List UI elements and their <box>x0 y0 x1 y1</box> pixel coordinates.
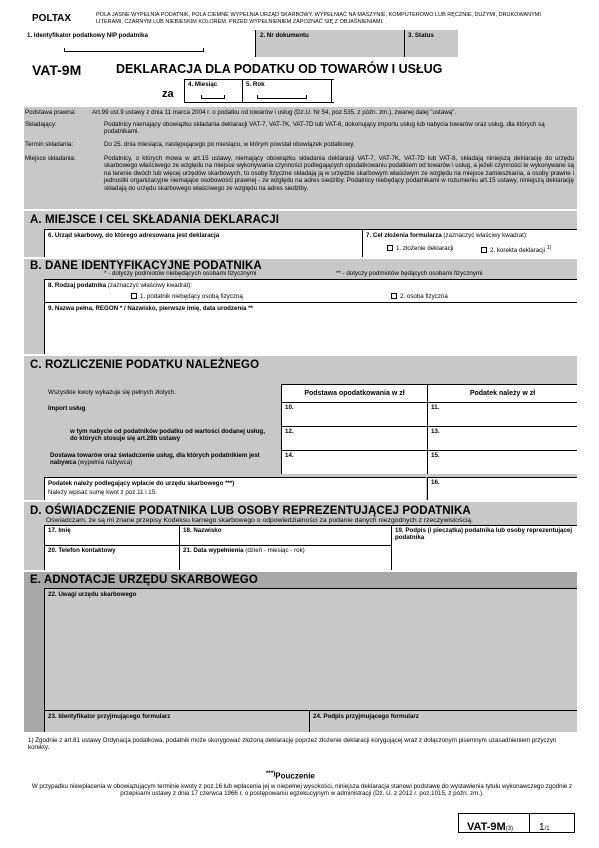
basis-label: Podstawa prawna: <box>25 109 76 116</box>
taxpayer-type-field <box>44 279 577 302</box>
field-16[interactable] <box>427 477 577 500</box>
period-za: za <box>162 88 174 100</box>
first-name-field[interactable] <box>44 525 179 545</box>
signature-label: 19. Podpis (i pieczątka) podatnika lub osoby reprezentującej podatnika <box>395 527 573 542</box>
option-label: 1. podatnik niebędący osobą fizyczną <box>140 293 243 300</box>
pouczenie-text: W przypadku niewpłacenia w obowiązującym terminie kwoty z poz.16 lub wpłacenia jej w niepełnej wysokości, niniejsza deklaracja stanowi podstawę do wystawienia tytułu wykonawczego zgodnie z przepisami ustawy z dnia 17 czerwca 1966 r. o postępowaniu egzekucyjnym w administracji (Dz. U. z 2012 r. poz.1015, z późn. zm.). <box>31 783 573 798</box>
taxpayer-option-1[interactable] <box>131 293 243 300</box>
field-number: 10. <box>285 404 294 411</box>
phone-label: 20. Telefon kontaktowy <box>48 547 116 554</box>
fill-instructions: POLA JASNE WYPEŁNIA PODATNIK, POLA CIEMNE WYPEŁNIA URZĄD SKARBOWY. WYPEŁNIAĆ NA MASZYNIE, KOMPUTEROWO LUB RĘCZNIE, DUŻYMI, DRUKOWANYMI LITERAMI, CZARNYM LUB NIEBIESKIM KOLOREM. PRZED WYPEŁNIENIEM ZAPOZNAĆ SIĘ Z OBJAŚNIENIAMI. <box>96 12 541 25</box>
tax-office-label: 6. Urząd skarbowy, do którego adresowana jest deklaracja <box>48 232 220 239</box>
row-reverse-charge-label: Dostawa towarów oraz świadczenie usług, dla których podatnikiem jest nabywca <box>50 452 260 467</box>
note-person: ** - dotyczy podmiotów będących osobami fizycznymi <box>336 270 483 277</box>
col-tax-due: Podatek należy w zł <box>427 384 577 402</box>
office-notes-field <box>44 588 577 710</box>
section-c-title: C. ROZLICZENIE PODATKU NALEŻNEGO <box>30 359 260 371</box>
footer-version: (3) <box>505 826 514 832</box>
form-code-box <box>458 813 575 833</box>
declaration-statement: Oświadczam, że są mi znane przepisy Kodeksu karnego skarbowego o odpowiedzialności za podanie danych niezgodnych z rzeczywistością. <box>46 517 473 524</box>
receiver-signature-label: 24. Podpis przyjmującego formularz <box>313 713 419 720</box>
checkbox[interactable] <box>387 245 393 251</box>
nip-label: 1. Identyfikator podatkowy NIP podatnika <box>27 32 148 39</box>
row-eu-label: w tym nabycie od podatników podatku od wartości dodanej usług, do których stosuje się art.28b ustawy <box>70 428 265 443</box>
row-import-label: Import usług <box>48 405 86 412</box>
purpose-field <box>362 229 577 257</box>
purpose-option-1[interactable] <box>387 245 453 252</box>
option-label: 2. osoba fizyczna <box>400 293 448 300</box>
nip-field[interactable] <box>24 30 256 57</box>
basis-text: Art.99 ust.9 ustawy z dnia 11 marca 2004 r. o podatku od towarów i usług (Dz.U. Nr 54, poz.535, z późn. zm.), zwanej dalej "ustawą". <box>92 109 457 116</box>
place-text: Podatnicy, o których mowa w art.15 ustawy, niemający obowiązku składania deklaracji VAT-7, VAT-7K, VAT-7D lub VAT-8, składają niniejszą deklarację do urzędu skarbowego właściwego ze względu na miejsce wykonywania czynności podlegających opodatkowaniu podatkiem od towarów i usług, a jeżeli czynności te wykonywane są na terenie dwóch lub więcej urzędów skarbowych, to osoby fizyczne składają ją w urzędzie skarbowym właściwym ze względu na miejsce zamieszkania, a osoby prawne i jednostki organizacyjne niemające osobowości prawnej - ze względu na adres siedziby. Podatnicy niebędący podatnikami w rozumieniu art.15 ustawy, niniejszą deklarację składają do urzędu skarbowego właściwego ze względu na adres siedziby. <box>104 155 574 192</box>
surname-field[interactable] <box>179 525 391 545</box>
purpose-note: (zaznaczyć właściwy kwadrat): <box>443 232 528 239</box>
year-label: 5. Rok <box>246 81 265 88</box>
receiver-id-field <box>44 710 309 732</box>
form-code: VAT-9M <box>32 62 82 78</box>
checkbox[interactable] <box>131 293 137 299</box>
page-total: /1 <box>544 826 550 832</box>
taxpayer-type-label: 8. Rodzaj podatnika <box>48 282 107 289</box>
field-number: 15. <box>431 452 440 459</box>
field-12[interactable] <box>281 426 427 450</box>
pouczenie-heading <box>266 770 315 781</box>
year-guides <box>257 95 307 99</box>
filer-text: Podatnicy niemający obowiązku składania deklaracji VAT-7, VAT-7K, VAT-7D lub VAT-8, dokonujący importu usług lub nabycia towarów oraz usług, dla których są podatnikami. <box>104 121 545 136</box>
field-number: 14. <box>285 452 294 459</box>
deadline-text: Do 25. dnia miesiąca, następującego po miesiącu, w którym powstał obowiązek podatkowy. <box>104 141 355 148</box>
form-title: DEKLARACJA DLA PODATKU OD TOWARÓW I USŁUG <box>116 62 443 76</box>
note-non-person: * - dotyczy podmiotów niebędących osobami fizycznymi <box>104 270 257 277</box>
purpose-option-2[interactable] <box>481 245 551 255</box>
col-tax-base: Podstawa opodatkowania w zł <box>281 384 427 402</box>
amounts-note: Wszystkie kwoty wykazuje się pełnych złotych. <box>48 389 176 396</box>
field-number: 12. <box>285 428 294 435</box>
filer-label: Składający: <box>25 121 57 128</box>
field-11[interactable] <box>427 402 577 426</box>
month-guides <box>201 95 225 99</box>
first-name-label: 17. Imię <box>48 527 71 534</box>
fill-date-label: 21. Data wypełnienia <box>183 547 244 554</box>
month-label: 4. Miesiąc <box>188 81 218 88</box>
fill-date-note: (dzień - miesiąc - rok) <box>245 547 305 554</box>
field-number: 16. <box>431 479 440 486</box>
section-d-title: D. OŚWIADCZENIE PODATNIKA LUB OSOBY REPREZENTUJĄCEJ PODATNIKA <box>30 505 471 517</box>
taxpayer-name-field[interactable] <box>44 302 577 354</box>
payable-row <box>44 477 426 500</box>
pouczenie-title: Pouczenie <box>275 771 315 781</box>
doc-number-label: 2. Nr dokumentu <box>260 32 309 39</box>
section-e-title: E. ADNOTACJE URZĘDU SKARBOWEGO <box>30 574 258 586</box>
phone-field[interactable] <box>44 545 179 570</box>
office-notes-label: 22. Uwagi urzędu skarbowego <box>48 591 137 598</box>
checkbox[interactable] <box>391 293 397 299</box>
section-b-title: B. DANE IDENTYFIKACYJNE PODATNIKA <box>30 260 262 272</box>
field-13[interactable] <box>427 426 577 450</box>
receiver-signature-field <box>309 710 577 732</box>
signature-field[interactable] <box>391 525 577 570</box>
option-label: 1. złożenie deklaracji <box>396 245 454 252</box>
pouczenie-mark: ***) <box>266 770 276 777</box>
row-reverse-charge-note: (wypełnia nabywca) <box>77 459 133 467</box>
status-label: 3. Status <box>408 32 434 39</box>
payable-note: Należy wpisać sumę kwot z poz.11 i 15. <box>48 489 157 497</box>
purpose-label: 7. Cel złożenia formularza <box>366 232 442 239</box>
place-label: Miejsce składania: <box>25 155 76 162</box>
field-14[interactable] <box>281 450 427 474</box>
poltax-logo: POLTAX <box>32 13 72 24</box>
taxpayer-option-2[interactable] <box>391 293 448 300</box>
period-year-field[interactable] <box>242 79 332 103</box>
deadline-label: Termin składania: <box>25 141 74 148</box>
footnote-ref: 1) <box>546 245 552 251</box>
footnote-1: 1) Zgodnie z art.81 ustawy Ordynacja podatkowa, podatnik może skorygować złożoną deklarację poprzez złożenie deklaracji korygującej wraz z dołączonym pisemnym uzasadnieniem przyczyn korekty. <box>28 737 557 752</box>
receiver-id-label: 23. Identyfikator przyjmującego formularz <box>48 713 171 720</box>
field-10[interactable] <box>281 402 427 426</box>
nip-input-guides <box>64 48 204 52</box>
field-15[interactable] <box>427 450 577 474</box>
section-a-title: A. MIEJSCE I CEL SKŁADANIA DEKLARACJI <box>30 214 280 226</box>
payable-label: Podatek należy podlegający wpłacie do urzędu skarbowego ***) <box>48 480 235 487</box>
surname-label: 18. Nazwisko <box>183 527 222 534</box>
taxpayer-name-label: 9. Nazwa pełna, REGON * / Nazwisko, pierwsze imię, data urodzenia ** <box>48 305 253 312</box>
divider <box>404 30 405 57</box>
checkbox[interactable] <box>481 247 487 253</box>
option-label: 2. korekta deklaracji <box>490 247 546 255</box>
footer-form-code: VAT-9M <box>467 821 506 833</box>
fill-date-field[interactable] <box>179 545 391 570</box>
field-number: 11. <box>431 404 440 411</box>
page-number: 1 <box>539 822 545 833</box>
tax-office-field[interactable] <box>44 229 362 257</box>
field-number: 13. <box>431 428 440 435</box>
taxpayer-type-note: (zaznaczyć właściwy kwadrat): <box>107 282 193 289</box>
